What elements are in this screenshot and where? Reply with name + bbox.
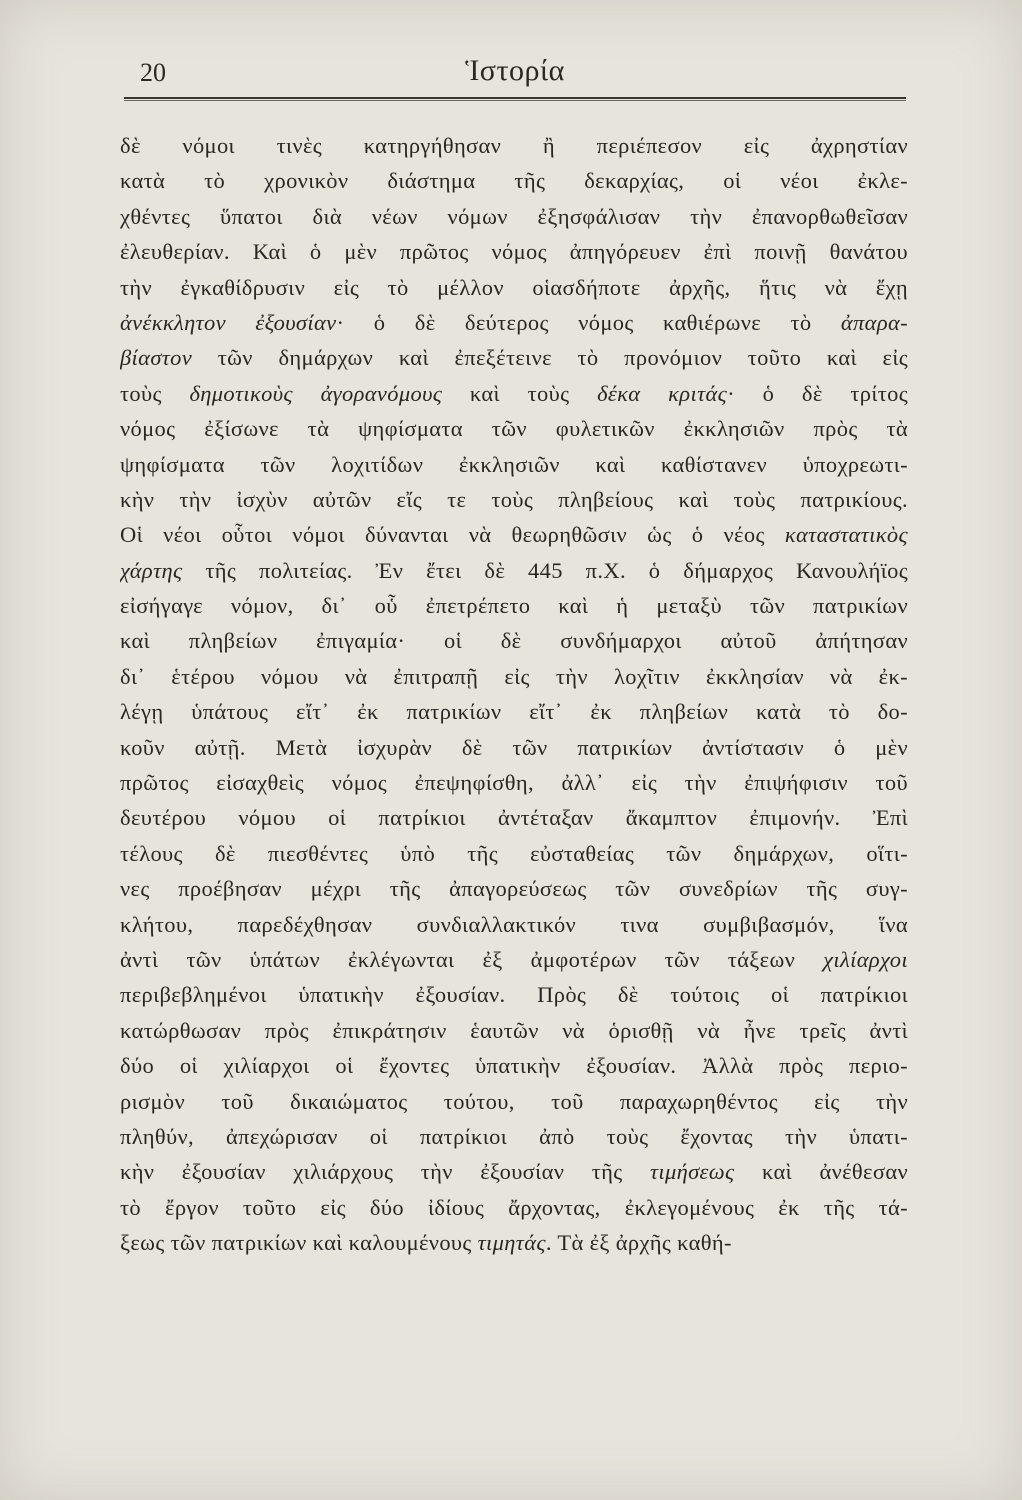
text-line: κατὰ τὸ χρονικὸν διάστημα τῆς δεκαρχίας, οἱ νέοι ἐκλε-	[120, 168, 908, 194]
text-line: ρισμὸν τοῦ δικαιώματος τούτου, τοῦ παραχωρηθέντος εἰς τὴν	[120, 1088, 908, 1114]
header-rule-thin	[124, 100, 906, 101]
italic-term: χάρτης	[120, 557, 183, 583]
text-line: κὴν ἐξουσίαν χιλιάρχους τὴν ἐξουσίαν τῆς τιμήσεως καὶ ἀνέθεσαν	[120, 1159, 908, 1185]
text-line: κλήτου, παρεδέχθησαν συνδιαλλακτικόν τινα συμβιβασμόν, ἵνα	[120, 911, 908, 937]
text-line: νες προέβησαν μέχρι τῆς ἀπαγορεύσεως τῶν συνεδρίων τῆς συγ-	[120, 876, 908, 902]
text-line: τὸ ἔργον τοῦτο εἰς δύο ἰδίους ἄρχοντας, ἐκλεγομένους ἐκ τῆς τά-	[120, 1194, 908, 1220]
italic-term: βίαστον	[120, 345, 193, 371]
page-number: 20	[140, 58, 166, 87]
text-line: δευτέρου νόμου οἱ πατρίκιοι ἀντέταξαν ἄκαμπτον ἐπιμονήν. Ἐπὶ	[120, 805, 908, 831]
running-title: Ἱστορία	[465, 54, 565, 87]
text-line: ψηφίσματα τῶν λοχιτίδων ἐκκλησιῶν καὶ καθίστανεν ὑποχρεωτι-	[120, 451, 908, 477]
text-line: τὴν ἐγκαθίδρυσιν εἰς τὸ μέλλον οἱασδήποτε ἀρχῆς, ἥτις νὰ ἔχῃ	[120, 274, 908, 300]
text-line: νόμος ἐξίσωνε τὰ ψηφίσματα τῶν φυλετικῶν ἐκκλησιῶν πρὸς τὰ	[120, 416, 908, 442]
text-line: κὴν τὴν ἰσχὺν αὐτῶν εἴς τε τοὺς πληβείους καὶ τοὺς πατρικίους.	[120, 486, 908, 512]
italic-term: καταστατικὸς	[784, 522, 908, 548]
text-line: κοῦν αὐτῇ. Μετὰ ἰσχυρὰν δὲ τῶν πατρικίων ἀντίστασιν ὁ μὲν	[120, 734, 908, 760]
text-line: ξεως τῶν πατρικίων καὶ καλουμένους τιμητάς. Τὰ ἐξ ἀρχῆς καθή-	[120, 1230, 732, 1256]
text-line: περιβεβλημένοι ὑπατικὴν ἐξουσίαν. Πρὸς δὲ τούτοις οἱ πατρίκιοι	[120, 982, 908, 1008]
header-rule	[124, 97, 906, 99]
text-line: πρῶτος εἰσαχθεὶς νόμος ἐπεψηφίσθη, ἀλλ᾿ εἰς τὴν ἐπιψήφισιν τοῦ	[120, 770, 908, 796]
text-line: λέγῃ ὑπάτους εἴτ᾿ ἐκ πατρικίων εἴτ᾿ ἐκ πληβείων κατὰ τὸ δο-	[120, 699, 908, 725]
italic-term: δημοτικοὺς ἀγορανόμους	[189, 380, 443, 406]
italic-term: χιλίαρχοι	[823, 946, 908, 972]
italic-term: τιμήσεως	[649, 1159, 735, 1185]
italic-term: ἀνέκκλητον ἐξουσίαν	[120, 309, 337, 335]
text-line: εἰσήγαγε νόμον, δι᾿ οὗ ἐπετρέπετο καὶ ἡ μεταξὺ τῶν πατρικίων	[120, 593, 908, 619]
italic-term: τιμητάς	[477, 1230, 546, 1256]
text-line: τοὺς δημοτικοὺς ἀγορανόμους καὶ τοὺς δέκα κριτάς· ὁ δὲ τρίτος	[120, 380, 908, 406]
text-line: καὶ πληβείων ἐπιγαμία· οἱ δὲ συνδήμαρχοι αὐτοῦ ἀπήτησαν	[120, 628, 908, 654]
text-line: Οἱ νέοι οὗτοι νόμοι δύνανται νὰ θεωρηθῶσιν ὡς ὁ νέος καταστατικὸς	[120, 522, 908, 548]
text-line: κατώρθωσαν πρὸς ἐπικράτησιν ἑαυτῶν νὰ ὁρισθῇ νὰ ἦνε τρεῖς ἀντὶ	[120, 1017, 908, 1043]
text-line: ἀνέκκλητον ἐξουσίαν· ὁ δὲ δεύτερος νόμος καθιέρωνε τὸ ἀπαρα-	[120, 309, 908, 335]
italic-term: ἀπαρα-	[840, 309, 908, 335]
text-line: δύο οἱ χιλίαρχοι οἱ ἔχοντες ὑπατικὴν ἐξουσίαν. Ἀλλὰ πρὸς περιο-	[120, 1053, 908, 1079]
text-line: ἀντὶ τῶν ὑπάτων ἐκλέγωνται ἐξ ἀμφοτέρων τῶν τάξεων χιλίαρχοι	[120, 946, 908, 972]
text-line: ἐλευθερίαν. Καὶ ὁ μὲν πρῶτος νόμος ἀπηγόρευεν ἐπὶ ποινῇ θανάτου	[120, 239, 908, 265]
body-text	[120, 128, 908, 1261]
text-line: δι᾿ ἑτέρου νόμου νὰ ἐπιτραπῇ εἰς τὴν λοχῖτιν ἐκκλησίαν νὰ ἐκ-	[120, 663, 908, 689]
text-line: τέλους δὲ πιεσθέντες ὑπὸ τῆς εὐσταθείας τῶν δημάρχων, οἵτι-	[120, 840, 908, 866]
text-line: χθέντες ὕπατοι διὰ νέων νόμων ἐξησφάλισαν τὴν ἐπανορθωθεῖσαν	[120, 203, 908, 229]
text-line: πληθύν, ἀπεχώρισαν οἱ πατρίκιοι ἀπὸ τοὺς ἔχοντας τὴν ὑπατι-	[120, 1123, 908, 1149]
italic-term: δέκα κριτάς	[597, 380, 728, 406]
page-header	[124, 52, 906, 96]
text-line: βίαστον τῶν δημάρχων καὶ ἐπεξέτεινε τὸ προνόμιον τοῦτο καὶ εἰς	[120, 345, 908, 371]
text-line: δὲ νόμοι τινὲς κατηργήθησαν ἢ περιέπεσον εἰς ἀχρηστίαν	[120, 133, 908, 158]
text-line: χάρτης τῆς πολιτείας. Ἐν ἔτει δὲ 445 π.Χ. ὁ δήμαρχος Κανουλήϊος	[120, 557, 908, 583]
